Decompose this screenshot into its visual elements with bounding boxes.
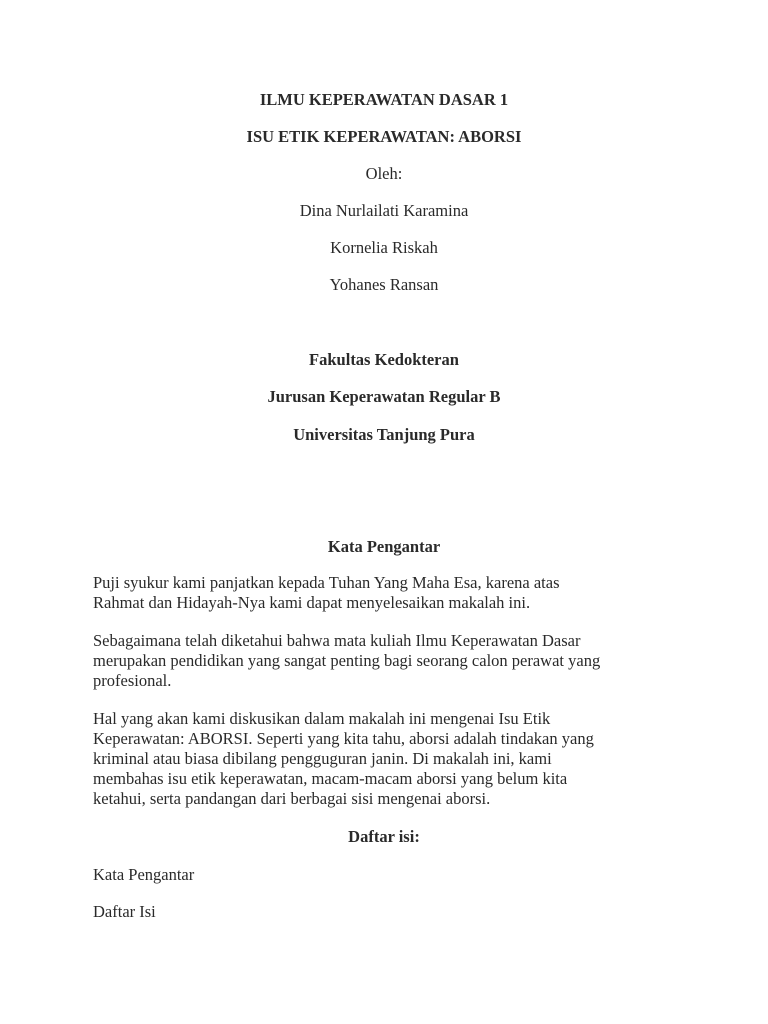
preface-paragraph-2 bbox=[93, 631, 683, 691]
university: Universitas Tanjung Pura bbox=[293, 425, 475, 444]
course-title: ILMU KEPERAWATAN DASAR 1 bbox=[259, 90, 509, 109]
paragraph-line: ketahui, serta pandangan dari berbagai sisi mengenai aborsi. bbox=[93, 789, 491, 808]
paragraph-line: merupakan pendidikan yang sangat penting bagi seorang calon perawat yang bbox=[93, 651, 601, 670]
paragraph-line: kriminal atau biasa dibilang pengguguran janin. Di makalah ini, kami bbox=[93, 749, 552, 768]
department: Jurusan Keperawatan Regular B bbox=[267, 387, 501, 406]
topic-title: ISU ETIK KEPERAWATAN: ABORSI bbox=[246, 127, 522, 146]
faculty: Fakultas Kedokteran bbox=[309, 350, 459, 369]
paragraph-line: Hal yang akan kami diskusikan dalam makalah ini mengenai Isu Etik bbox=[93, 709, 551, 728]
preface-paragraph-3 bbox=[93, 709, 683, 809]
by-label: Oleh: bbox=[365, 164, 403, 183]
preface-heading: Kata Pengantar bbox=[327, 537, 441, 556]
author-3: Yohanes Ransan bbox=[329, 275, 439, 294]
toc-heading: Daftar isi: bbox=[348, 827, 420, 846]
paragraph-line: Rahmat dan Hidayah-Nya kami dapat menyelesaikan makalah ini. bbox=[93, 593, 531, 612]
paragraph-line: Keperawatan: ABORSI. Seperti yang kita tahu, aborsi adalah tindakan yang bbox=[93, 729, 594, 748]
paragraph-line: membahas isu etik keperawatan, macam-macam aborsi yang belum kita bbox=[93, 769, 568, 788]
toc-item-contents: Daftar Isi bbox=[93, 902, 156, 921]
toc-item-preface: Kata Pengantar bbox=[93, 865, 195, 884]
paragraph-line: profesional. bbox=[93, 671, 172, 690]
preface-paragraph-1 bbox=[93, 573, 683, 613]
paragraph-line: Sebagaimana telah diketahui bahwa mata kuliah Ilmu Keperawatan Dasar bbox=[93, 631, 581, 650]
author-2: Kornelia Riskah bbox=[330, 238, 438, 257]
author-1: Dina Nurlailati Karamina bbox=[299, 201, 469, 220]
paragraph-line: Puji syukur kami panjatkan kepada Tuhan Yang Maha Esa, karena atas bbox=[93, 573, 560, 592]
